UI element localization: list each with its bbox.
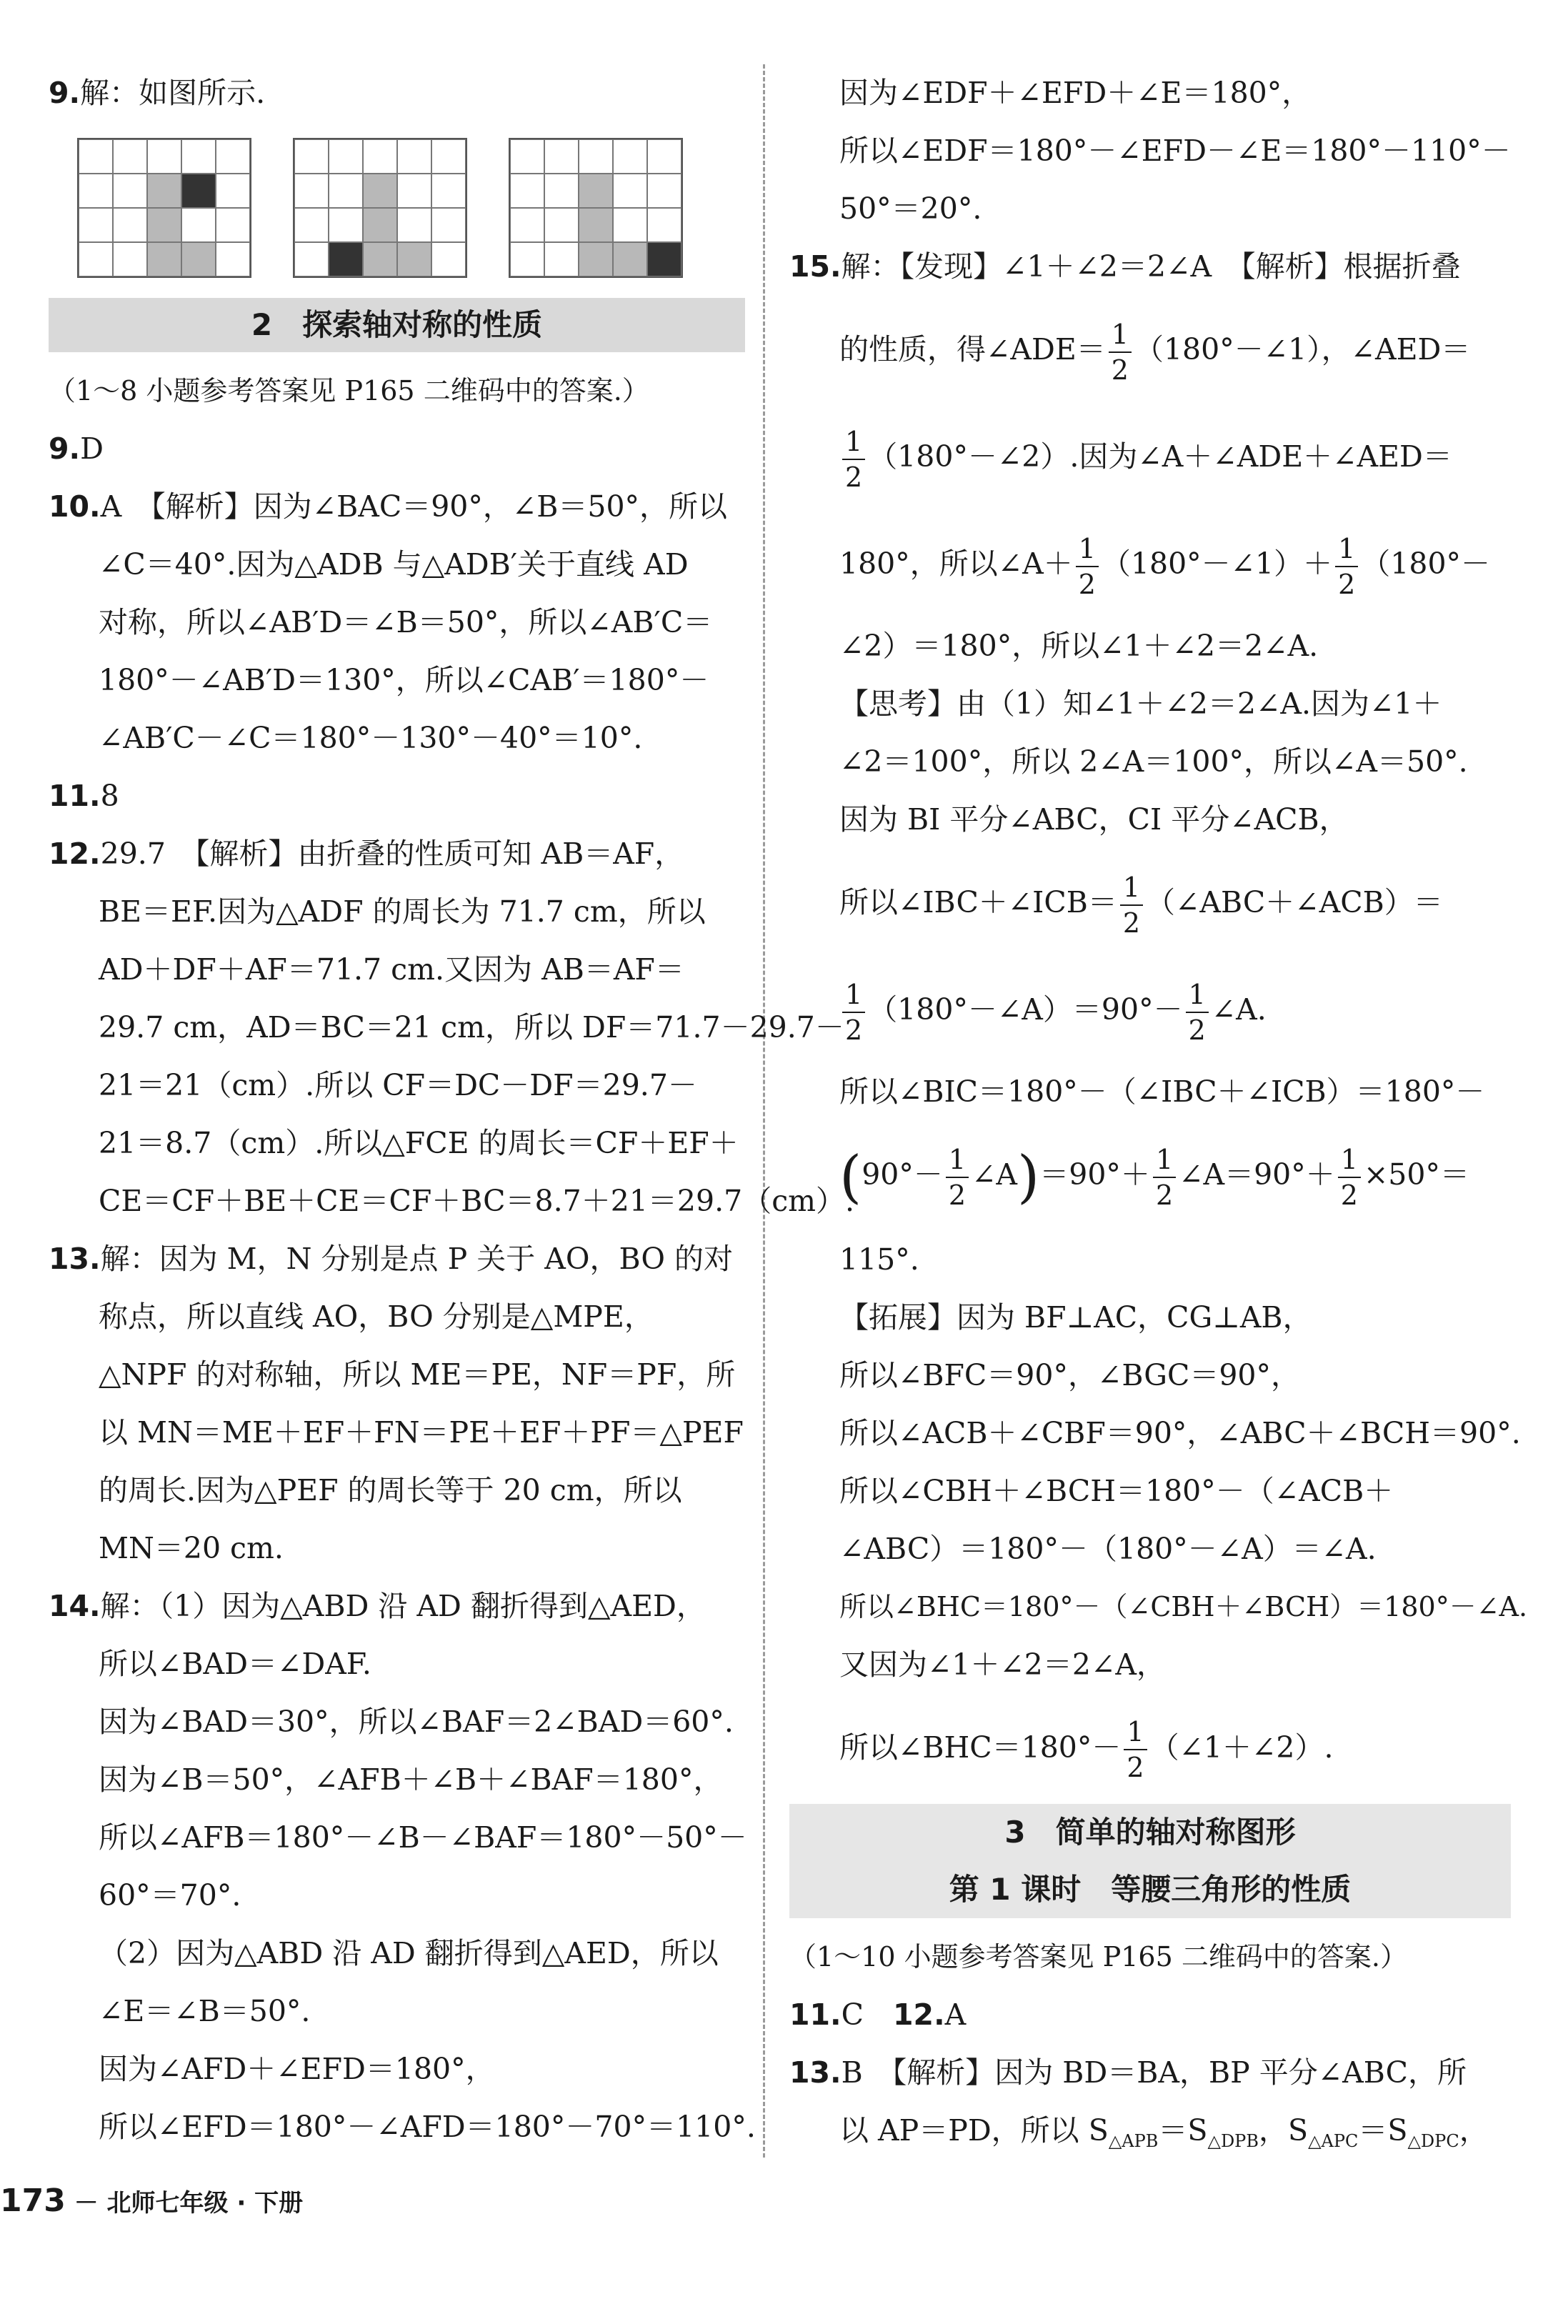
note-answers-1-10: （1～10 小题参考答案见 P165 二维码中的答案.） [789,1940,1407,1973]
fraction-half: $\frac{1}{2}$ [946,1142,969,1212]
answer-11: 11.8 [49,779,119,813]
fraction-half: $\frac{1}{2}$ [1120,870,1143,940]
page-footer: 173 － 北师七年级 · 下册 [0,2183,304,2219]
fraction-half: $\frac{1}{2}$ [842,977,865,1047]
grid-figure-2 [293,138,467,278]
fraction-half: $\frac{1}{2}$ [1076,532,1099,602]
answers-11-12: 11.C 12.A [789,1997,967,2032]
page-number: 173 [0,2183,66,2219]
answer-9: 9.D [49,432,104,466]
right-column [789,64,1528,2170]
answer-13: 13.解：因为 M，N 分别是点 P 关于 AO，BO 的对 称点，所以直线 AO，BO 分别是△MPE， △NPF 的对称轴，所以 ME＝PE，NF＝PF，所 以 MN＝ME＋EF＋FN＝PE＋EF＋PF＝△PEF 的周长.因为△PEF 的周长等于 20 cm，所以 MN＝20 cm. [49,1242,744,1565]
note-answers-1-8: （1～8 小题参考答案见 P165 二维码中的答案.） [49,375,649,407]
fraction-half: $\frac{1}{2}$ [1186,977,1209,1047]
grid-figure-3 [509,138,683,278]
column-divider [763,64,765,2158]
grid-figure-1 [77,138,251,278]
answer-12: 12.29.7 【解析】由折叠的性质可知 AB＝AF， BE＝EF.因为△ADF 的周长为 71.7 cm，所以 AD＋DF＋AF＝71.7 cm.又因为 AB＝AF＝ 29.7 cm，AD＝BC＝21 cm，所以 DF＝71.7－29.7－ 21＝21（cm）.所以 CF＝DC－DF＝29.7－ 21＝8.7（cm）.所以△FCE 的周长＝CF＋EF＋ CE＝CF＋BE＋CE＝CF＋BC＝8.7＋21＝29.7（cm）. [49,837,855,1218]
section-heading-2: 2 探索轴对称的性质 [49,298,745,352]
answer-10: 10.A 【解析】因为∠BAC＝90°，∠B＝50°，所以 ∠C＝40°.因为△ADB 与△ADB′关于直线 AD 对称，所以∠AB′D＝∠B＝50°，所以∠AB′C＝ 180°－∠AB′D＝130°，所以∠CAB′＝180°－ ∠AB′C－∠C＝180°－130°－40°＝10°. [49,489,728,755]
fraction-half: $\frac{1}{2}$ [1335,532,1358,602]
answer-14: 14.解：（1）因为△ABD 沿 AD 翻折得到△AED， 所以∠BAD＝∠DAF. 因为∠BAD＝30°，所以∠BAF＝2∠BAD＝60°. 因为∠B＝50°，∠AFB＋∠B＋∠BAF＝180°， 所以∠AFB＝180°－∠B－∠BAF＝180°－50°－ 60°＝70°. （2）因为△ABD 沿 AD 翻折得到△AED，所以 ∠E＝∠B＝50°. 因为∠AFD＋∠EFD＝180°， 所以∠EFD＝180°－∠AFD＝180°－70°＝110°. [49,1589,756,2144]
answer-14-continued: 因为∠EDF＋∠EFD＋∠E＝180°， 所以∠EDF＝180°－∠EFD－∠E＝180°－110°－ 50°＝20°. [839,76,1511,226]
book-title: 北师七年级 · 下册 [106,2189,304,2218]
answer-15: 15.解：【发现】∠1＋∠2＝2∠A 【解析】根据折叠 的性质，得∠ADE＝ $\frac{1}{2}$ （180°－∠1），∠AED＝ $\frac{1}{2}$ （180°－∠2）.因为∠A＋∠ADE＋∠AED＝ 180°，所以∠A＋ $\frac{1}{2}$ （180°－∠1）＋ $\frac{1}{2}$ （180°－ ∠2）＝180°，所以∠1＋∠2＝2∠A. 【思考】由（1）知∠1＋∠2＝2∠A.因为∠1＋ ∠2＝100°，所以 2∠A＝100°，所以∠A＝50°. 因为 BI 平分∠ABC，CI 平分∠ACB， 所以∠IBC＋∠ICB＝ $\frac{1}{2}$ （∠ABC＋∠ACB）＝ $\frac{1}{2}$ （180°－∠A）＝90°－ $\frac{1}{2}$ ∠A. 所以∠BIC＝180°－（∠IBC＋∠ICB）＝180°－ (90°－ $\frac{1}{2}$ ∠A)＝90°＋ $\frac{1}{2}$ ∠A＝90°＋ $\frac{1}{2}$ ×50°＝ 115°. 【拓展】因为 BF⊥AC，CG⊥AB， 所以∠BFC＝90°，∠BGC＝90°， 所以∠ACB＋∠CBF＝90°，∠ABC＋∠BCH＝90°. 所以∠CBH＋∠BCH＝180°－（∠ACB＋ ∠ABC）＝180°－（180°－∠A）＝∠A. 所以∠BHC＝180°－（∠CBH＋∠BCH）＝180°－∠A. 又因为∠1＋∠2＝2∠A， 所以∠BHC＝180°－ $\frac{1}{2}$ （∠1＋∠2）. [789,249,1528,1783]
fraction-half: $\frac{1}{2}$ [1153,1142,1176,1212]
answer-9-figure: 9.解：如图所示. [49,76,266,110]
fraction-half: $\frac{1}{2}$ [1338,1142,1361,1212]
fraction-half: $\frac{1}{2}$ [1109,317,1132,387]
fraction-half: $\frac{1}{2}$ [842,424,865,494]
fraction-half: $\frac{1}{2}$ [1124,1715,1147,1785]
answer-13-right: 13.B 【解析】因为 BD＝BA，BP 平分∠ABC，所 以 AP＝PD，所以 $S_{\triangle APB}=S_{\triangle DPB}$，$S_{\triangle APC}=S_{\triangle DPC}$， [789,2055,1489,2151]
grid-figures [77,138,745,278]
section-heading-3: 3 简单的轴对称图形 第 1 课时 等腰三角形的性质 [789,1804,1511,1918]
